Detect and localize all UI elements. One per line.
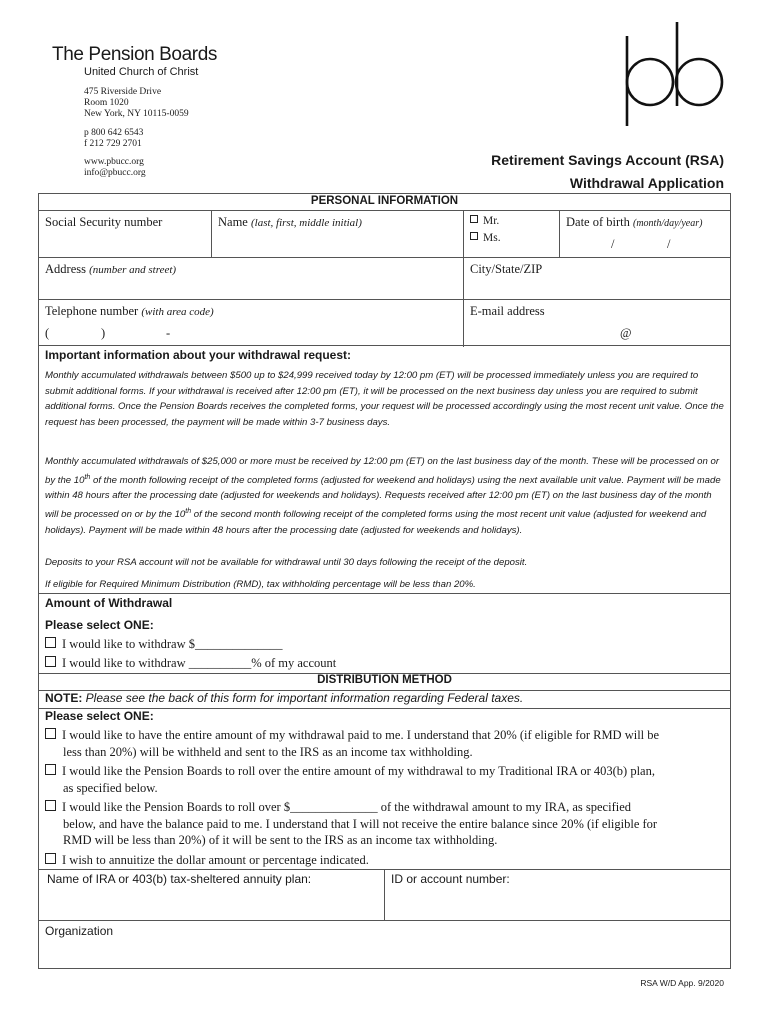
paid-to-me-option[interactable]: I would like to have the entire amount of my withdrawal paid to me. I understand that 20% (if eligible for RMD will be less than 20%) will be withheld and sent to the IRS as an income tax withholding. <box>45 727 725 760</box>
email-field[interactable]: E-mail address <box>470 304 545 318</box>
distribution-method-title: DISTRIBUTION METHOD <box>317 674 452 686</box>
organization-field[interactable]: Organization <box>45 924 114 938</box>
form-title-line-2: Withdrawal Application <box>569 175 724 191</box>
phone-dash: - <box>166 326 171 340</box>
org-phone: p 800 642 6543 <box>84 128 144 138</box>
checkbox-icon <box>45 656 56 667</box>
mr-checkbox[interactable]: Mr. <box>470 215 499 227</box>
rollover-partial-option[interactable]: I would like the Pension Boards to roll over $______________ of the withdrawal amount to my IRA, as specified below, and have the balance paid to me. I understand that I will not receive the entire balance since 20% (if eligible for RMD will be less than 20%) of it will be sent to the IRS as an income tax withholding. <box>45 799 725 849</box>
checkbox-icon <box>45 764 56 775</box>
ssn-label: Social Security number <box>45 215 163 229</box>
annuitize-option[interactable]: I wish to annuitize the dollar amount or percentage indicated. <box>45 852 725 869</box>
address-field[interactable]: Address (number and street) <box>45 262 177 276</box>
city-state-zip-field[interactable]: City/State/ZIP <box>470 262 543 276</box>
withdraw-dollar-option[interactable]: I would like to withdraw $______________ <box>45 636 282 653</box>
distribution-select-one: Please select ONE: <box>45 709 154 723</box>
address-line-3: New York, NY 10115-0059 <box>84 109 189 119</box>
phone-paren-open: ( <box>45 326 50 340</box>
form-title-line-1: Retirement Savings Account (RSA) <box>491 152 724 168</box>
org-name: The Pension Boards <box>52 44 217 65</box>
important-para-2: Monthly accumulated withdrawals of $25,000 or more must be received by 12:00 pm (ET) on the last business day of the month. These will be processed on or by the 10th of the month following receipt of the completed forms (adjusted for weekend and holidays) using the next available unit value. Payment will be made within 48 hours after the processing date (adjusted for weekends and holidays). Requests received after 12:00 pm (ET) on the last business day of the month will be processed on or by the 10th of the second month following receipt of the completed forms using the most recent unit value (adjusted for weekend and holidays). Payment will be made within 48 hours after the processing date (adjusted for weekends and holidays). <box>45 456 721 536</box>
email-at-sign: @ <box>620 326 632 340</box>
plan-name-field[interactable]: Name of IRA or 403(b) tax-sheltered annuity plan: <box>47 872 312 886</box>
address-line-1: 475 Riverside Drive <box>84 87 162 97</box>
rollover-entire-option[interactable]: I would like the Pension Boards to roll over the entire amount of my withdrawal to my Traditional IRA or 403(b) plan, as specified below. <box>45 763 725 796</box>
checkbox-icon <box>470 215 478 223</box>
org-website: www.pbucc.org <box>84 157 144 167</box>
ms-checkbox[interactable]: Ms. <box>470 232 501 244</box>
personal-info-title: PERSONAL INFORMATION <box>310 195 459 207</box>
withdraw-percent-option[interactable]: I would like to withdraw __________% of my account <box>45 655 336 672</box>
account-number-field[interactable]: ID or account number: <box>391 872 510 886</box>
distribution-note: NOTE: Please see the back of this form for important information regarding Federal taxes. <box>45 691 524 705</box>
phone-paren-close: ) <box>101 326 106 340</box>
org-fax: f 212 729 2701 <box>84 139 142 149</box>
name-hint: (last, first, middle initial) <box>250 217 362 229</box>
address-hint: (number and street) <box>89 264 177 276</box>
address-line-2: Room 1020 <box>84 98 129 108</box>
dob-slash-1: / <box>611 237 615 251</box>
amount-heading: Amount of Withdrawal <box>45 596 173 610</box>
important-info-heading: Important information about your withdrawal request: <box>45 348 352 362</box>
name-field[interactable]: Name (last, first, middle initial) <box>218 215 362 229</box>
dob-slash-2: / <box>667 237 671 251</box>
form-code: RSA W/D App. 9/2020 <box>640 978 724 988</box>
dob-hint: (month/day/year) <box>633 218 703 229</box>
telephone-field[interactable]: Telephone number (with area code) <box>45 304 214 318</box>
dob-field[interactable]: Date of birth (month/day/year) <box>566 215 703 229</box>
amount-select-one: Please select ONE: <box>45 618 154 632</box>
telephone-hint: (with area code) <box>141 306 214 318</box>
checkbox-icon <box>45 800 56 811</box>
ssn-field[interactable] <box>45 215 162 230</box>
pension-boards-logo <box>618 16 730 128</box>
checkbox-icon <box>45 853 56 864</box>
org-email: info@pbucc.org <box>84 168 146 178</box>
org-subtitle: United Church of Christ <box>84 66 199 78</box>
checkbox-icon <box>470 232 478 240</box>
checkbox-icon <box>45 728 56 739</box>
important-para-1: Monthly accumulated withdrawals between $500 up to $24,999 received today by 12:00 pm (ET) will be processed immediately unless you are required to submit additional forms. If your withdrawal is received after 12:00 pm (ET), it will be processed on the next business day unless you are required to submit additional forms. Once the Pension Boards receives the completed forms, your request will be processed accordingly using the most recent unit value. Once the request has been processed, the payment will be made within 3-7 business days. <box>45 370 724 428</box>
important-para-3: Deposits to your RSA account will not be available for withdrawal until 30 days following the receipt of the deposit. <box>45 557 528 568</box>
important-para-4: If eligible for Required Minimum Distribution (RMD), tax withholding percentage will be less than 20%. <box>45 579 476 590</box>
checkbox-icon <box>45 637 56 648</box>
